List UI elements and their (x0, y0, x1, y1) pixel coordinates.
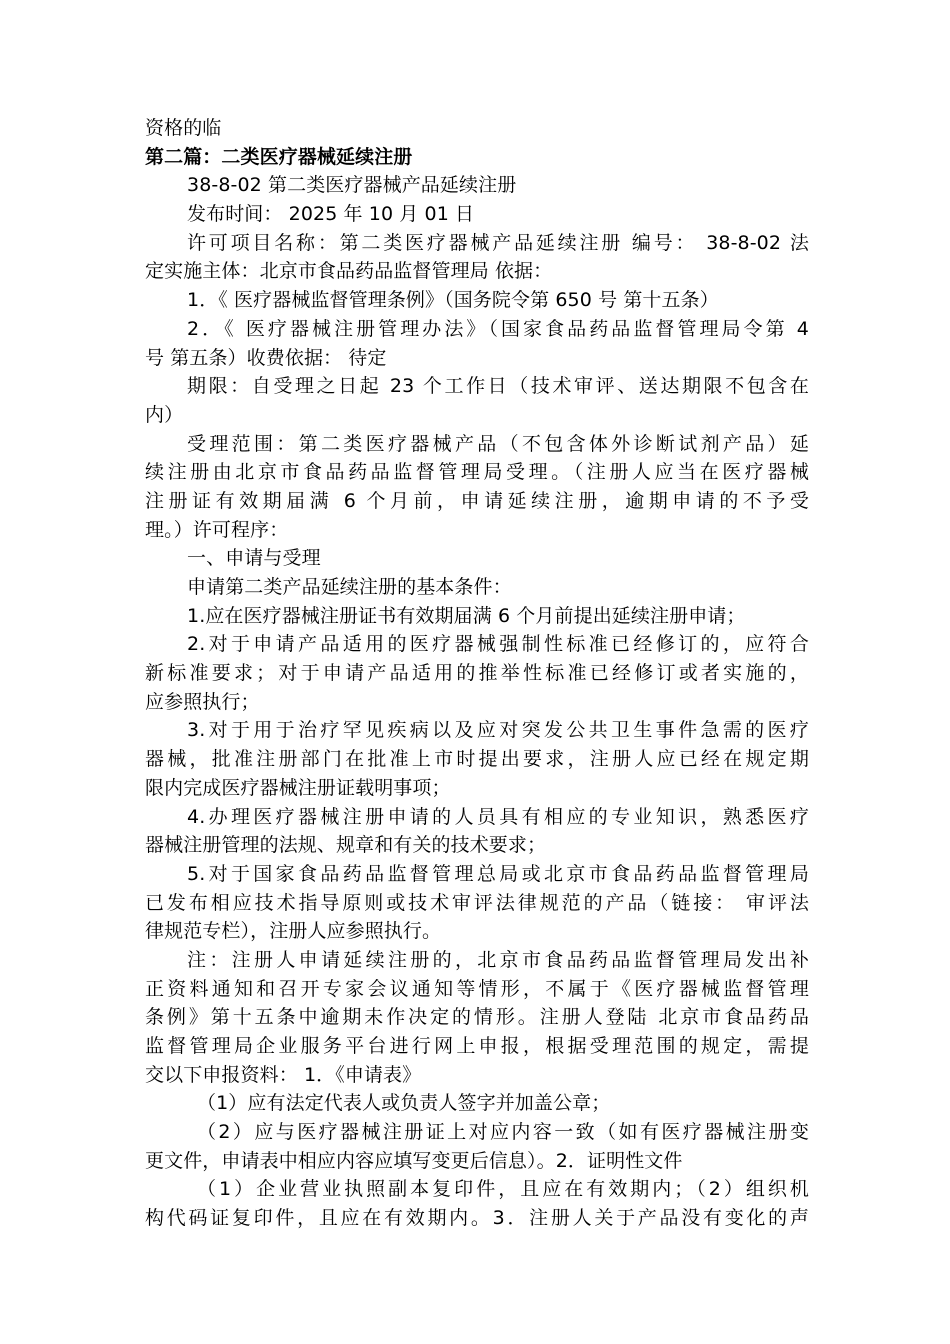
text-line: （1）企业营业执照副本复印件，且应在有效期内；（2）组织机 (197, 1178, 809, 1201)
text-line: 5.对于国家食品药品监督管理总局或北京市食品药品监督管理局 (187, 862, 809, 885)
text-line: 注册证有效期届满 6 个月前，申请延续注册，逾期申请的不予受 (145, 489, 809, 512)
text-line: 受理范围：第二类医疗器械产品（不包含体外诊断试剂产品）延 (187, 432, 809, 455)
text-line: 3.对于用于治疗罕见疾病以及应对突发公共卫生事件急需的医疗 (187, 719, 809, 742)
text-line: 续注册由北京市食品药品监督管理局受理。（注册人应当在医疗器械 (145, 461, 809, 484)
text-line: 器械，批准注册部门在批准上市时提出要求，注册人应已经在规定期 (145, 748, 809, 771)
text-line: 2．《 医疗器械注册管理办法》（国家食品药品监督管理局令第 4 (187, 317, 809, 340)
text-line: 理。）许可程序： (145, 518, 289, 541)
text-line: 38-8-02 第二类医疗器械产品延续注册 (187, 174, 517, 197)
text-line: 资格的临 (145, 117, 222, 139)
text-line: 器械注册管理的法规、规章和有关的技术要求； (145, 834, 547, 857)
text-line: 条例》第十五条中逾期未作决定的情形。注册人登陆 北京市食品药品 (145, 1006, 809, 1029)
text-line: 期限：自受理之日起 23 个工作日（技术审评、送达期限不包含在 (187, 375, 809, 398)
text-line: 申请第二类产品延续注册的基本条件： (187, 576, 512, 598)
section-heading: 第二篇：二类医疗器械延续注册 (145, 145, 413, 168)
text-line: 律规范专栏），注册人应参照执行。 (145, 920, 442, 943)
text-line: 已发布相应技术指导原则或技术审评法律规范的产品（链接： 审评法 (145, 891, 809, 914)
text-line: 发布时间： 2025 年 10 月 01 日 (187, 203, 475, 226)
document-body (145, 114, 809, 1233)
text-line: 限内完成医疗器械注册证载明事项； (145, 776, 451, 799)
text-line: 注：注册人申请延续注册的，北京市食品药品监督管理局发出补 (187, 948, 809, 971)
text-line: 定实施主体：北京市食品药品监督管理局 依据： (145, 260, 553, 283)
text-line: 应参照执行； (145, 690, 260, 713)
text-line: 一、申请与受理 (187, 547, 321, 570)
text-line: （1）应有法定代表人或负责人签字并加盖公章； (197, 1092, 611, 1115)
text-line: 4.办理医疗器械注册申请的人员具有相应的专业知识，熟悉医疗 (187, 805, 809, 828)
text-line: 正资料通知和召开专家会议通知等情形，不属于《医疗器械监督管理 (145, 977, 809, 1000)
text-line: 内） (145, 403, 184, 426)
text-line: 号 第五条）收费依据： 待定 (145, 346, 387, 369)
text-line: 许可项目名称：第二类医疗器械产品延续注册 编号： 38-8-02 法 (187, 231, 809, 254)
text-line: 更文件，申请表中相应内容应填写变更后信息）。2．证明性文件 (145, 1149, 683, 1172)
text-line: （2）应与医疗器械注册证上对应内容一致（如有医疗器械注册变 (197, 1121, 809, 1144)
text-line: 构代码证复印件，且应在有效期内。3．注册人关于产品没有变化的声 (145, 1207, 809, 1230)
text-line: 2.对于申请产品适用的医疗器械强制性标准已经修订的，应符合 (187, 633, 809, 656)
text-line: 1．《 医疗器械监督管理条例》（国务院令第 650 号 第十五条） (187, 289, 719, 312)
text-line: 新标准要求；对于申请产品适用的推举性标准已经修订或者实施的， (145, 662, 809, 685)
text-line: 监督管理局企业服务平台进行网上申报，根据受理范围的规定，需提 (145, 1035, 809, 1057)
text-line: 交以下申报资料： 1．《申请表》 (145, 1063, 422, 1086)
text-line: 1.应在医疗器械注册证书有效期届满 6 个月前提出延续注册申请； (187, 604, 746, 627)
